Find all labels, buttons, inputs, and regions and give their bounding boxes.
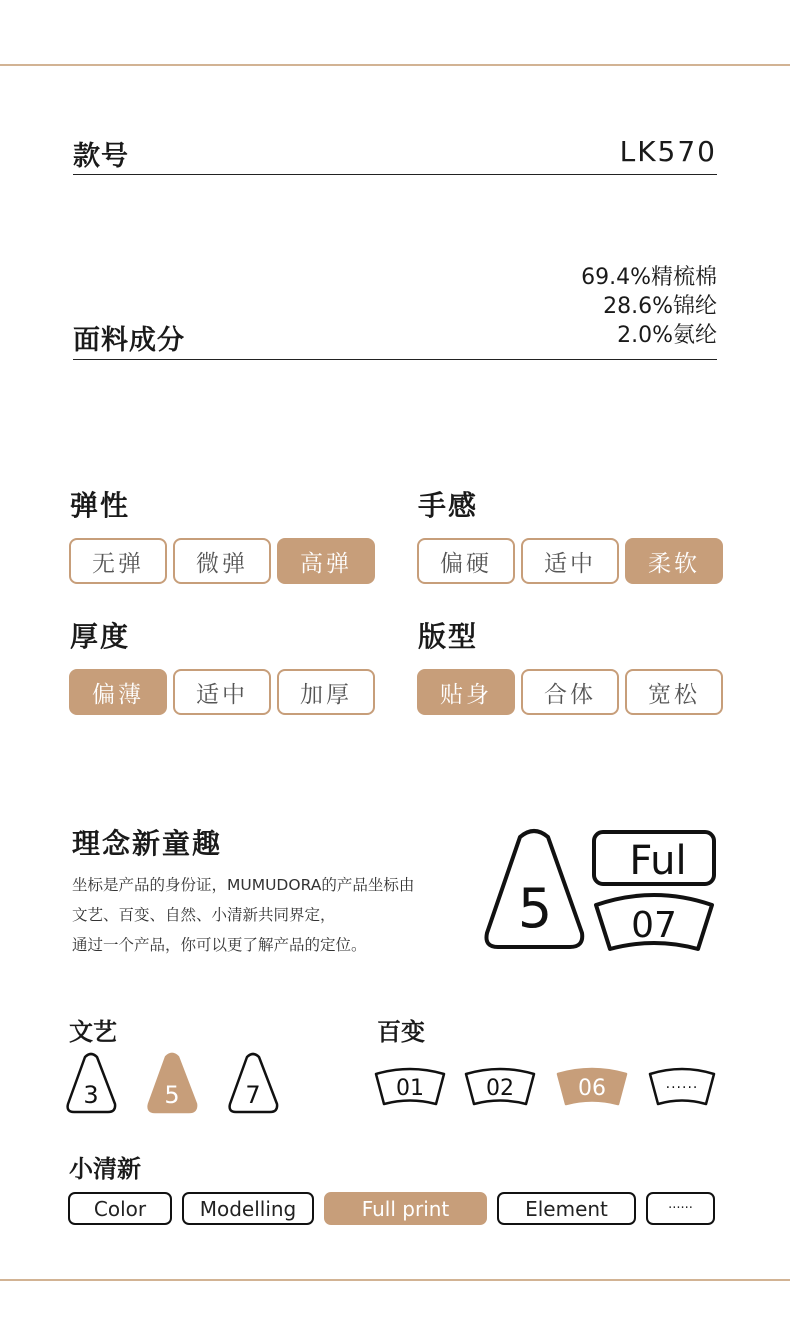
baibian-option-label: ······ [665, 1080, 699, 1096]
concept-badges [480, 825, 725, 955]
full-badge-text: Ful [629, 838, 687, 884]
concept-line: 坐标是产品的身份证，MUMUDORA的产品坐标由 [72, 876, 415, 894]
wenyi-option-selected[interactable] [149, 1054, 197, 1112]
xiaoqingxin-option[interactable]: Color [68, 1192, 172, 1225]
xiaoqingxin-option-selected[interactable]: Full print [324, 1192, 487, 1225]
arch-badge-text: 07 [631, 905, 677, 946]
xiaoqingxin-option[interactable]: ······ [646, 1192, 715, 1225]
xiaoqingxin-options [68, 1192, 715, 1225]
wenyi-option-label: 5 [164, 1081, 180, 1109]
thickness-options [69, 669, 375, 715]
baibian-options [372, 1064, 722, 1110]
elasticity-option[interactable]: 微弹 [173, 538, 271, 584]
baibian-option[interactable] [650, 1069, 714, 1104]
baibian-option[interactable] [376, 1069, 444, 1104]
concept-line: 通过一个产品，你可以更了解产品的定位。 [72, 936, 367, 954]
wenyi-option-label: 7 [245, 1081, 261, 1109]
elasticity-option[interactable]: 无弹 [69, 538, 167, 584]
fabric-line: 28.6%锦纶 [603, 294, 717, 319]
fabric-composition [581, 263, 717, 350]
fit-option[interactable]: 合体 [521, 669, 619, 715]
baibian-option-label: 01 [396, 1076, 424, 1101]
code-label: 款号 [73, 141, 129, 172]
thickness-option[interactable]: 加厚 [277, 669, 375, 715]
thickness-option-selected[interactable]: 偏薄 [69, 669, 167, 715]
fit-title: 版型 [418, 620, 479, 653]
hand-feel-option-selected[interactable]: 柔软 [625, 538, 723, 584]
code-value: LK570 [619, 135, 717, 168]
fabric-underline [73, 359, 717, 360]
thickness-title: 厚度 [70, 620, 131, 653]
fabric-line: 2.0%氨纶 [617, 323, 717, 348]
hand-feel-option[interactable]: 偏硬 [417, 538, 515, 584]
fabric-label: 面料成分 [73, 325, 185, 356]
wenyi-option[interactable] [230, 1054, 278, 1112]
thickness-option[interactable]: 适中 [173, 669, 271, 715]
hand-feel-options [417, 538, 723, 584]
hand-feel-option[interactable]: 适中 [521, 538, 619, 584]
baibian-title: 百变 [377, 1018, 425, 1046]
baibian-option[interactable] [466, 1069, 534, 1104]
concept-title: 理念新童趣 [72, 827, 223, 860]
elasticity-options [69, 538, 375, 584]
baibian-option-selected[interactable] [558, 1069, 626, 1104]
fit-option-selected[interactable]: 贴身 [417, 669, 515, 715]
wenyi-title: 文艺 [69, 1018, 117, 1046]
xiaoqingxin-title: 小清新 [69, 1155, 141, 1183]
wenyi-option-label: 3 [83, 1081, 99, 1109]
top-divider [0, 64, 790, 66]
baibian-option-label: 02 [486, 1076, 514, 1101]
fit-option[interactable]: 宽松 [625, 669, 723, 715]
xiaoqingxin-option[interactable]: Element [497, 1192, 636, 1225]
fabric-line: 69.4%精梳棉 [581, 265, 717, 290]
triangle-badge-number: 5 [517, 877, 553, 940]
hand-feel-title: 手感 [418, 489, 479, 522]
wenyi-options [62, 1052, 287, 1116]
xiaoqingxin-option[interactable]: Modelling [182, 1192, 314, 1225]
concept-line: 文艺、百变、自然、小清新共同界定， [72, 906, 336, 924]
bottom-divider [0, 1279, 790, 1281]
code-underline [73, 174, 717, 175]
baibian-option-label: 06 [578, 1076, 606, 1101]
elasticity-option-selected[interactable]: 高弹 [277, 538, 375, 584]
fit-options [417, 669, 723, 715]
elasticity-title: 弹性 [70, 489, 131, 522]
wenyi-option[interactable] [68, 1054, 116, 1112]
concept-description [72, 870, 472, 960]
